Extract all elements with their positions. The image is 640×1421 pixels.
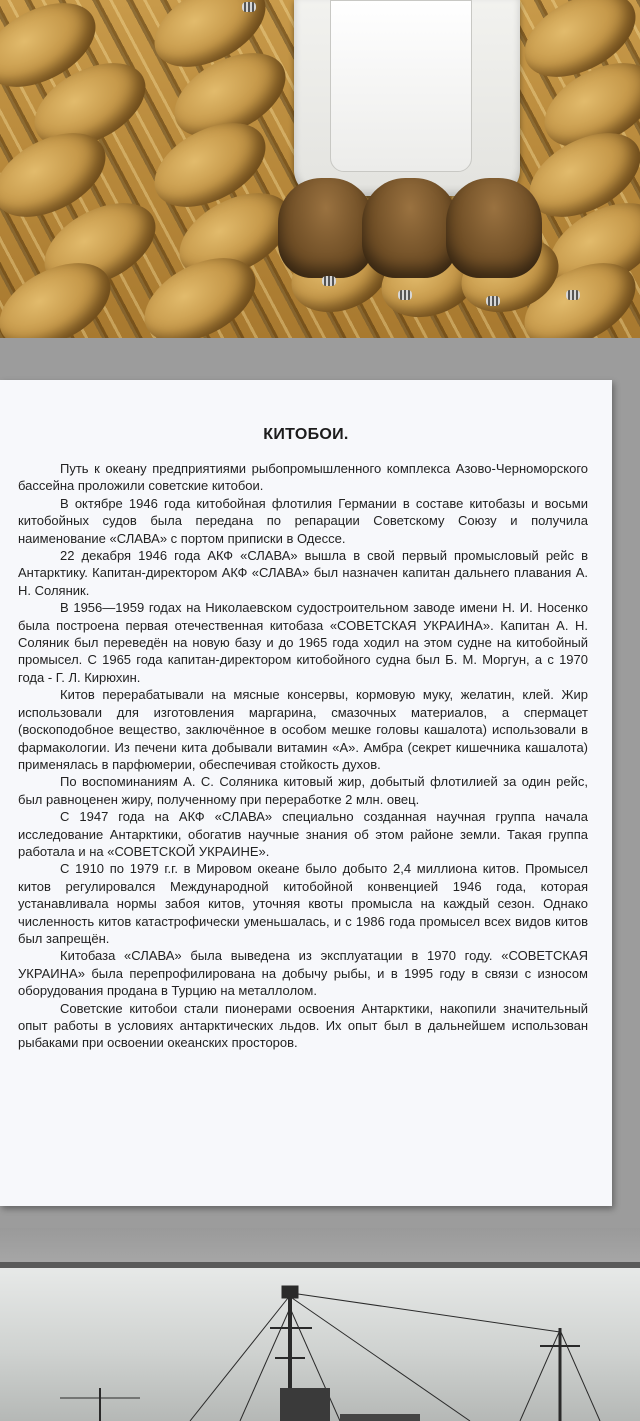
paragraph: С 1910 по 1979 г.г. в Мировом океане было добыто 2,4 миллиона китов. Промысел китов регулировался Международной китобойной конвенцией 1946 года, которая устанавливала нормы забоя китов, уточняя квоты промысла на каждый сезон. Однако численность китов катастрофически уменьшалась, и с 1986 года промысел всех видов китов был запрещён. bbox=[18, 861, 588, 946]
document-title: КИТОБОИ. bbox=[263, 426, 349, 443]
rope-tassel bbox=[278, 178, 374, 278]
ship-photo bbox=[0, 1268, 640, 1421]
paper-sheet bbox=[0, 380, 612, 1206]
rope-photo bbox=[0, 0, 640, 338]
ship-masts-drawing bbox=[0, 1268, 640, 1421]
wire-binding bbox=[486, 296, 500, 306]
wire-binding bbox=[242, 2, 256, 12]
paragraph: В октябре 1946 года китобойная флотилия Германии в составе китобазы и восьми китобойных судов была передана по репарации Советскому Союзу и получила наименование «СЛАВА» с портом приписки в Одессе. bbox=[18, 495, 588, 546]
paragraph: Путь к океану предприятиями рыбопромышленного комплекса Азово-Черноморского бассейна проложили советские китобои. bbox=[18, 461, 588, 494]
light-switch-rocker bbox=[330, 0, 472, 172]
paragraph: По воспоминаниям А. С. Соляника китовый жир, добытый флотилией за один рейс, был равноценен жиру, полученному при переработке 2 млн. овец. bbox=[18, 774, 588, 807]
wire-binding bbox=[398, 290, 412, 300]
paragraph: Китобаза «СЛАВА» была выведена из эксплуатации в 1970 году. «СОВЕТСКАЯ УКРАИНА» была перепрофилирована на добычу рыбы, и в 1995 году в связи с износом оборудования продана в Турцию на металлолом. bbox=[18, 948, 588, 999]
wire-binding bbox=[322, 276, 336, 286]
document-body bbox=[18, 460, 588, 1052]
wire-binding bbox=[566, 290, 580, 300]
paragraph: 22 декабря 1946 года АКФ «СЛАВА» вышла в свой первый промысловый рейс в Антарктику. Капитан-директором АКФ «СЛАВА» был назначен капитан дальнего плавания А. Н. Соляник. bbox=[18, 548, 588, 598]
rope-tassel bbox=[446, 178, 542, 278]
paragraph: С 1947 года на АКФ «СЛАВА» специально созданная научная группа начала исследование Антарктики, обогатив научные знания об этом районе земли. Такая группа работала и на «СОВЕТСКОЙ УКРАИНЕ». bbox=[18, 809, 588, 859]
paragraph: Китов перерабатывали на мясные консервы, кормовую муку, желатин, клей. Жир использовали для изготовления маргарина, смазочных материалов, а спермацет (воскоподобное вещество, заключённое в особом мешке головы кашалота) использовали в фармакологии. Из печени кита добывали витамин «А». Амбра (секрет кишечника кашалота) применялась в парфюмерии, обеспечивая стойкость духов. bbox=[18, 687, 588, 772]
paragraph: Советские китобои стали пионерами освоения Антарктики, накопили значительный опыт работы в условиях антарктических льдов. Их опыт был в дальнейшем использован рыбаками при освоении океанских просторов. bbox=[18, 1000, 588, 1051]
paragraph: В 1956—1959 годах на Николаевском судостроительном заводе имени Н. И. Носенко была построена первая отечественная китобаза «СОВЕТСКАЯ УКРАИНА». Капитан А. Н. Соляник был переведён на новую базу и до 1965 года ходил на этом судне на китобойный промысел. С 1965 года капитан-директором китобойного судна был Б. М. Моргун, а с 1970 года - Г. Л. Кирюхин. bbox=[18, 600, 588, 685]
rope-tassel bbox=[362, 178, 458, 278]
